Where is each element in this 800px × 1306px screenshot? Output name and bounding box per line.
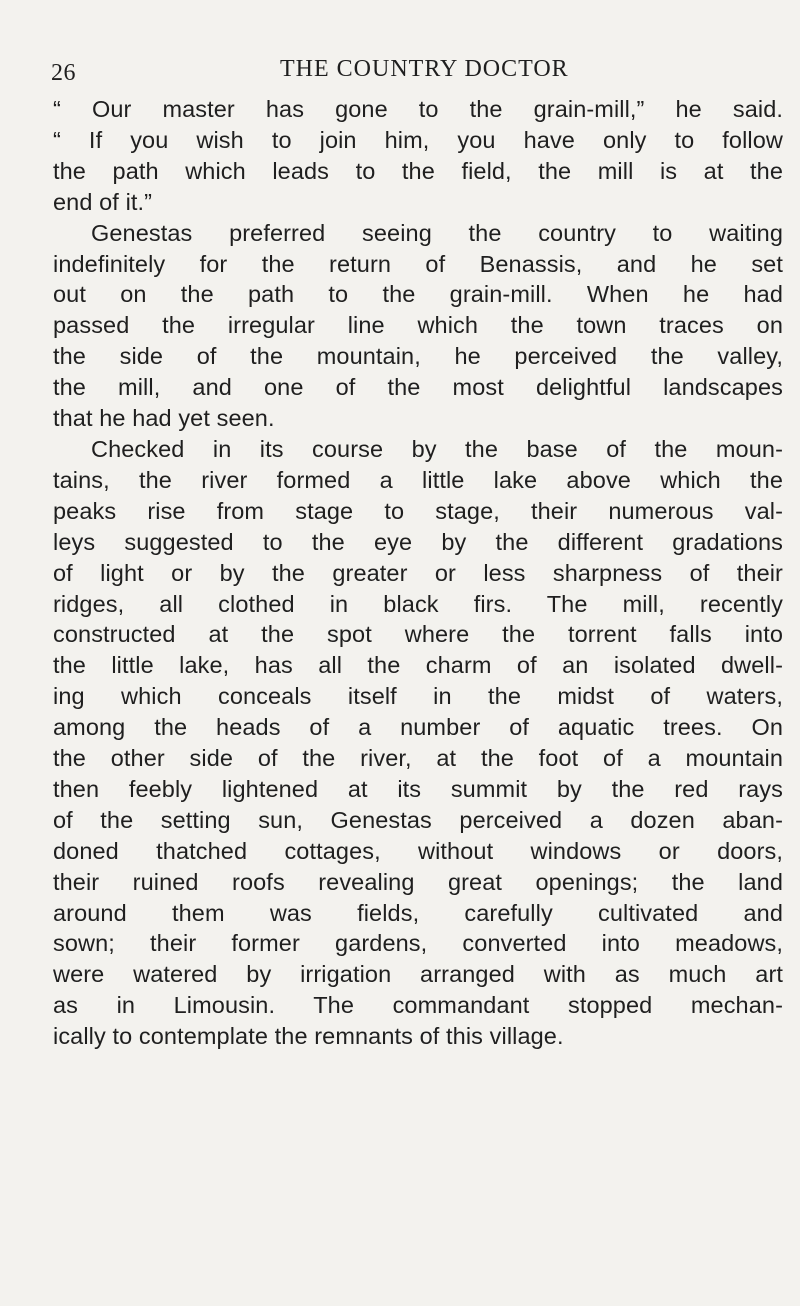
text-line: then feebly lightened at its summit by the red rays xyxy=(53,775,783,802)
text-line: ically to contemplate the remnants of this village. xyxy=(53,1023,564,1050)
text-line: Checked in its course by the base of the moun- xyxy=(91,435,783,462)
text-line: around them was fields, carefully cultivated and xyxy=(53,899,783,926)
text-line: among the heads of a number of aquatic trees. On xyxy=(53,714,783,741)
text-line: were watered by irrigation arranged with as much art xyxy=(53,961,783,988)
text-line: the little lake, has all the charm of an isolated dwell- xyxy=(53,652,783,679)
text-line: of light or by the greater or less sharpness of their xyxy=(53,559,783,586)
text-line: end of it.” xyxy=(53,188,153,215)
text-line: peaks rise from stage to stage, their numerous val- xyxy=(53,497,783,524)
text-line: leys suggested to the eye by the different gradations xyxy=(53,528,783,555)
text-line: as in Limousin. The commandant stopped mechan- xyxy=(53,992,783,1019)
text-line: the side of the mountain, he perceived the valley, xyxy=(53,343,783,370)
text-line: the path which leads to the field, the mill is at the xyxy=(53,157,783,184)
text-line: passed the irregular line which the town traces on xyxy=(53,312,783,339)
text-line: their ruined roofs revealing great openings; the land xyxy=(53,868,783,895)
text-line: tains, the river formed a little lake above which the xyxy=(53,466,783,493)
text-line: out on the path to the grain-mill. When he had xyxy=(53,281,783,308)
text-line: that he had yet seen. xyxy=(53,405,275,432)
text-line: Genestas preferred seeing the country to waiting xyxy=(91,219,783,246)
body-text xyxy=(53,94,783,1052)
text-line: sown; their former gardens, converted into meadows, xyxy=(53,930,783,957)
text-line: constructed at the spot where the torrent falls into xyxy=(53,621,783,648)
text-line: indefinitely for the return of Benassis, and he set xyxy=(53,250,783,277)
page-number: 26 xyxy=(51,60,76,86)
text-line: “ If you wish to join him, you have only to follow xyxy=(53,126,783,153)
text-line: ridges, all clothed in black firs. The mill, recently xyxy=(53,590,783,617)
text-line: the other side of the river, at the foot of a mountain xyxy=(53,745,783,772)
text-line: ing which conceals itself in the midst of waters, xyxy=(53,683,783,710)
running-head: THE COUNTRY DOCTOR xyxy=(280,56,569,82)
text-line: “ Our master has gone to the grain-mill,” he said. xyxy=(53,96,783,122)
text-line: doned thatched cottages, without windows or doors, xyxy=(53,837,783,864)
text-line: the mill, and one of the most delightful landscapes xyxy=(53,374,783,401)
text-line: of the setting sun, Genestas perceived a dozen aban- xyxy=(53,806,783,833)
